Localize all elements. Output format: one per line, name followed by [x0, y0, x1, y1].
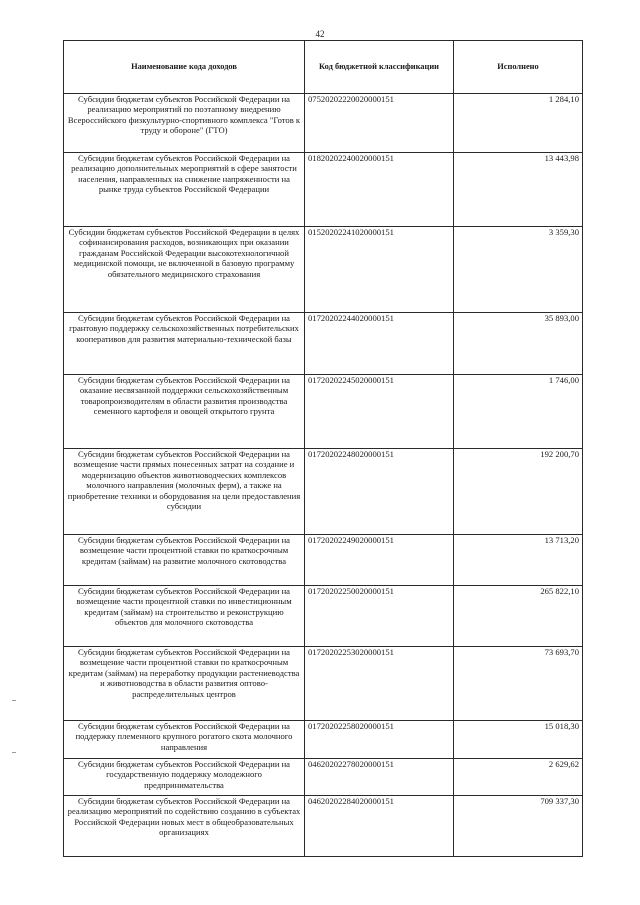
table-row: [64, 586, 583, 647]
table-header-row: [64, 41, 583, 94]
row-amount: 15 018,30: [454, 721, 583, 759]
table-row: [64, 94, 583, 153]
table-row: [64, 796, 583, 857]
row-amount: 35 893,00: [454, 313, 583, 375]
row-name: Субсидии бюджетам субъектов Российской Федерации на возмещение части прямых понесенных затрат на создание и модернизацию объектов животноводческих комплексов молочного направления (молочных ферм), а также на приобретение техники и оборудования на цели предоставления субсидии: [64, 449, 305, 535]
row-amount: 13 713,20: [454, 535, 583, 586]
row-amount: 13 443,98: [454, 153, 583, 227]
row-amount: 265 822,10: [454, 586, 583, 647]
table-row: [64, 375, 583, 449]
row-code: 01720202248020000151: [305, 449, 454, 535]
row-amount: 73 693,70: [454, 647, 583, 721]
row-name: Субсидии бюджетам субъектов Российской Федерации на возмещение части процентной ставки по инвестиционным кредитам (займам) на строительство и реконструкцию объектов для молочного скотоводства: [64, 586, 305, 647]
table-row: [64, 153, 583, 227]
row-code: 04620202278020000151: [305, 759, 454, 796]
row-amount: 1 284,10: [454, 94, 583, 153]
table-row: [64, 647, 583, 721]
table-row: [64, 227, 583, 313]
scan-mark: [12, 700, 16, 701]
row-code: 01720202249020000151: [305, 535, 454, 586]
row-code: 01820202240020000151: [305, 153, 454, 227]
row-code: 01520202241020000151: [305, 227, 454, 313]
row-code: 01720202250020000151: [305, 586, 454, 647]
header-code: Код бюджетной классификации: [305, 41, 454, 94]
row-amount: 709 337,30: [454, 796, 583, 857]
row-name: Субсидии бюджетам субъектов Российской Федерации на грантовую поддержку сельскохозяйственных потребительских кооперативов для развития материально-технической базы: [64, 313, 305, 375]
header-name: Наименование кода доходов: [64, 41, 305, 94]
table-row: [64, 535, 583, 586]
row-name: Субсидии бюджетам субъектов Российской Федерации на реализацию мероприятий по поэтапному внедрению Всероссийского физкультурно-спортивного комплекса "Готов к труду и обороне" (ГТО): [64, 94, 305, 153]
row-amount: 3 359,30: [454, 227, 583, 313]
row-name: Субсидии бюджетам субъектов Российской Федерации на оказание несвязанной поддержки сельскохозяйственным товаропроизводителям в области развития производства семенного картофеля и овощей открытого грунта: [64, 375, 305, 449]
table-row: [64, 313, 583, 375]
row-code: 01720202245020000151: [305, 375, 454, 449]
row-code: 04620202284020000151: [305, 796, 454, 857]
table-row: [64, 721, 583, 759]
row-name: Субсидии бюджетам субъектов Российской Федерации на реализацию мероприятий по содействию созданию в субъектах Российской Федерации новых мест в общеобразовательных организациях: [64, 796, 305, 857]
row-name: Субсидии бюджетам субъектов Российской Федерации на возмещение части процентной ставки по краткосрочным кредитам (займам) на развитие молочного скотоводства: [64, 535, 305, 586]
row-code: 01720202258020000151: [305, 721, 454, 759]
row-amount: 1 746,00: [454, 375, 583, 449]
header-amount: Исполнено: [454, 41, 583, 94]
row-name: Субсидии бюджетам субъектов Российской Федерации в целях софинансирования расходов, возникающих при оказании гражданам Российской Федерации высокотехнологичной медицинской помощи, не включенной в базовую программу обязательного медицинского страхования: [64, 227, 305, 313]
revenue-table: [63, 40, 583, 857]
row-code: 01720202253020000151: [305, 647, 454, 721]
row-amount: 2 629,62: [454, 759, 583, 796]
page-number: 42: [315, 29, 325, 39]
row-amount: 192 200,70: [454, 449, 583, 535]
scan-mark: [12, 752, 16, 753]
row-name: Субсидии бюджетам субъектов Российской Федерации на поддержку племенного крупного рогатого скота молочного направления: [64, 721, 305, 759]
table-row: [64, 449, 583, 535]
row-name: Субсидии бюджетам субъектов Российской Федерации на возмещение части процентной ставки по краткосрочным кредитам (займам) на переработку продукции растениеводства и животноводства в области развития оптово-распределительных центров: [64, 647, 305, 721]
row-code: 01720202244020000151: [305, 313, 454, 375]
row-name: Субсидии бюджетам субъектов Российской Федерации на реализацию дополнительных мероприятий в сфере занятости населения, направленных на снижение напряженности на рынке труда субъектов Российской Федерации: [64, 153, 305, 227]
row-code: 07520202220020000151: [305, 94, 454, 153]
table-row: [64, 759, 583, 796]
row-name: Субсидии бюджетам субъектов Российской Федерации на государственную поддержку молодежного предпринимательства: [64, 759, 305, 796]
